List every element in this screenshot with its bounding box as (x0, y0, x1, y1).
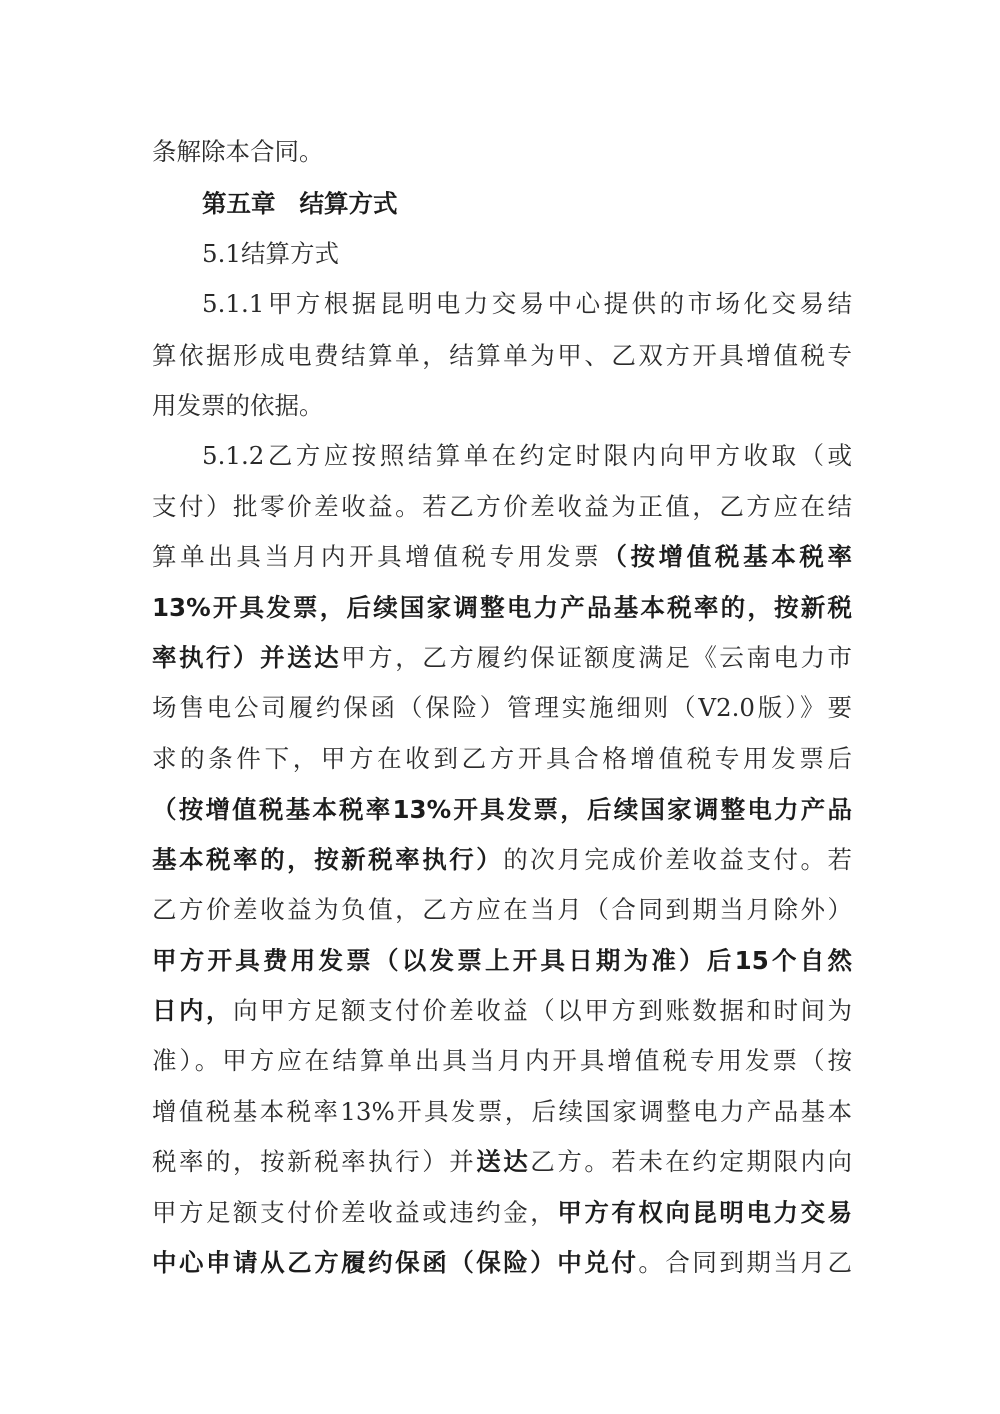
text-run: 算依据形成电费结算单，结算单为甲、乙双方开具增值税专 (152, 341, 852, 370)
text-line (152, 840, 852, 880)
bold-run: 送达 (476, 1147, 531, 1176)
text-run: 增值税基本税率13%开具发票，后续国家调整电力产品基本 (152, 1097, 852, 1126)
text-run: 支付）批零价差收益。若乙方价差收益为正值，乙方应在结 (152, 492, 852, 521)
bold-run: 率执行）并 (152, 643, 288, 672)
text-line (152, 991, 852, 1031)
bold-run: （按增值税基本税率 (602, 542, 853, 571)
text-line (152, 890, 852, 930)
chapter-number: 第五章 (202, 189, 276, 218)
text-line (152, 588, 852, 628)
text-run: 求的条件下，甲方在收到乙方开具合格增值税专用发票后 (152, 744, 852, 773)
bold-run: 13%开具发票，后续国家调整电力产品基本税率的，按新税 (152, 593, 852, 622)
chapter-title: 结算方式 (299, 189, 398, 218)
text-run: 向甲方足额支付价差收益（以甲方到账数据和时间为 (233, 996, 853, 1025)
text-run: 。合同到期当月乙 (638, 1248, 852, 1277)
text-line (152, 336, 852, 376)
text-line (152, 1193, 852, 1233)
text-line (152, 1041, 852, 1081)
text-line (202, 436, 852, 476)
text-line (152, 132, 852, 172)
text-line (152, 638, 852, 678)
text-run: 的次月完成价差收益支付。若 (503, 845, 853, 874)
text-line (152, 790, 852, 830)
text-line (152, 1142, 852, 1182)
text-line (152, 688, 852, 728)
text-run: 甲方足额支付价差收益或违约金， (152, 1198, 558, 1227)
text-run: 场售电公司履约保函（保险）管理实施细则（V2.0版）》要 (152, 693, 852, 722)
bold-run: 送达 (287, 643, 342, 672)
chapter-heading (202, 184, 852, 224)
text-run: 条解除本合同。 (152, 137, 324, 166)
text-line (152, 1243, 852, 1283)
bold-run: 基本税率的，按新税率执行） (152, 845, 504, 874)
text-line (152, 487, 852, 527)
text-run: 甲方，乙方履约保证额度满足《云南电力市 (341, 643, 853, 672)
section-title: 5.1结算方式 (202, 239, 339, 268)
bold-run: 日内， (152, 996, 234, 1025)
text-run: 用发票的依据。 (152, 391, 324, 420)
text-line (202, 284, 852, 324)
text-line (152, 1092, 852, 1132)
text-run: 税率的，按新税率执行）并 (152, 1147, 477, 1176)
text-line (152, 739, 852, 779)
text-run: 准）。甲方应在结算单出具当月内开具增值税专用发票（按 (152, 1046, 852, 1075)
text-run: 乙方。若未在约定期限内向 (530, 1147, 853, 1176)
section-heading (202, 234, 852, 274)
text-line (152, 386, 852, 426)
text-run: 算单出具当月内开具增值税专用发票 (152, 542, 603, 571)
text-line (152, 537, 852, 577)
text-run: 5.1.1甲方根据昆明电力交易中心提供的市场化交易结 (202, 289, 852, 318)
text-line (152, 941, 852, 981)
bold-run: 甲方有权向昆明电力交易 (557, 1198, 853, 1227)
bold-run: 甲方开具费用发票（以发票上开具日期为准）后15个自然 (152, 946, 852, 975)
text-run: 乙方价差收益为负值，乙方应在当月（合同到期当月除外） (152, 895, 852, 924)
text-run: 5.1.2乙方应按照结算单在约定时限内向甲方收取（或 (202, 441, 852, 470)
bold-run: 中心申请从乙方履约保函（保险）中兑付 (152, 1248, 639, 1277)
bold-run: （按增值税基本税率13%开具发票，后续国家调整电力产品 (152, 795, 852, 824)
